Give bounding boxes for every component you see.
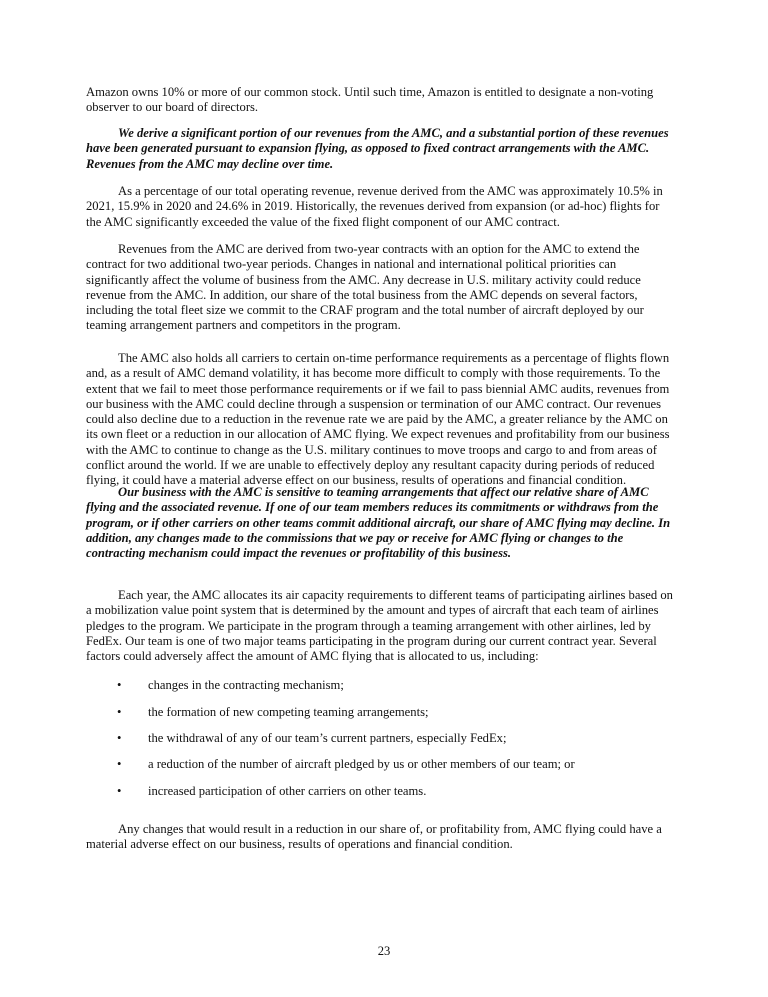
text-line: contract for two additional two-year periods. Changes in national and international political priorities can	[86, 257, 617, 272]
text-line: and, as a result of AMC demand volatility, it has become more difficult to comply with those requirements. To the	[86, 366, 661, 381]
text-line: with the AMC to continue to change as the U.S. military continues to move troops and cargo to and from areas of	[86, 442, 657, 457]
text-line: could also decline due to a reduction in the revenue rate we are paid by the AMC, a greater reliance by the AMC on	[86, 412, 668, 427]
page-number: 23	[377, 944, 391, 958]
text-line: Any changes that would result in a reduction in our share of, or profitability from, AMC flying could have a	[118, 822, 662, 836]
text-line: 2021, 15.9% in 2020 and 24.6% in 2019. Historically, the revenues derived from expansion (or ad-hoc) flights for	[86, 199, 660, 214]
text-line: As a percentage of our total operating revenue, revenue derived from the AMC was approximately 10.5% in	[118, 184, 663, 198]
body-paragraph	[86, 242, 706, 334]
bullet-text: increased participation of other carriers on other teams.	[148, 784, 427, 798]
text-line: Revenues from the AMC are derived from two-year contracts with an option for the AMC to extend the	[118, 242, 640, 256]
text-line: addition, any changes made to the commissions that we pay or receive for AMC flying or changes to the	[86, 530, 624, 545]
bullet-icon: •	[117, 731, 122, 745]
text-line: material adverse effect on our business, results of operations and financial condition.	[86, 837, 513, 852]
body-paragraph	[86, 822, 706, 853]
bullet-text: a reduction of the number of aircraft pledged by us or other members of our team; or	[148, 757, 575, 771]
text-line: Each year, the AMC allocates its air capacity requirements to different teams of participating airlines based on	[118, 588, 673, 602]
text-line: flying and the associated revenue. If one of our team members reduces its commitments or withdraws from the	[86, 500, 659, 515]
body-paragraph	[86, 351, 706, 489]
risk-factor-heading	[86, 485, 706, 561]
body-paragraph	[86, 588, 706, 664]
text-line: extent that we fail to meet those performance requirements or if we fail to pass biennial AMC audits, revenues from	[86, 381, 670, 396]
text-line: our business with the AMC could decline through a suspension or termination of our AMC contract. Our revenues	[86, 396, 662, 411]
text-line: significantly affect the volume of business from the AMC. Any decrease in U.S. military activity could reduce	[86, 272, 641, 287]
text-line: factors could adversely affect the amount of AMC flying that is allocated to us, including:	[86, 649, 539, 664]
body-paragraph	[86, 85, 706, 116]
risk-factor-heading	[86, 126, 706, 172]
bullet-text: the formation of new competing teaming arrangements;	[148, 705, 429, 719]
text-line: a mobilization value point system that is determined by the amount and types of aircraft that each team of airlines	[86, 603, 659, 618]
bullet-text: the withdrawal of any of our team’s current partners, especially FedEx;	[148, 731, 507, 745]
text-line: conflict around the world. If we are unable to effectively deploy any resultant capacity during periods of reduced	[86, 458, 655, 473]
text-line: Our business with the AMC is sensitive to teaming arrangements that affect our relative share of AMC	[118, 485, 649, 499]
bullet-icon: •	[117, 678, 122, 692]
bullet-icon: •	[117, 784, 122, 798]
text-line: FedEx. Our team is one of two major teams participating in the program during our current contract year. Several	[86, 633, 657, 648]
bullet-icon: •	[117, 705, 122, 719]
text-line: the AMC significantly exceeded the value of the fixed flight component of our AMC contract.	[86, 214, 560, 229]
text-line: Amazon owns 10% or more of our common stock. Until such time, Amazon is entitled to designate a non-voting	[86, 85, 654, 99]
text-line: We derive a significant portion of our revenues from the AMC, and a substantial portion of these revenues	[118, 126, 669, 140]
text-line: pledges to the program. We participate in the program through a teaming arrangement with other airlines, led by	[86, 618, 651, 633]
text-line: including the total fleet size we commit to the CRAF program and the total number of aircraft deployed by our	[86, 303, 644, 318]
text-line: contracting mechanism could impact the revenues or profitability of this business.	[86, 546, 512, 561]
text-line: teaming arrangement partners and competitors in the program.	[86, 318, 401, 333]
text-line: The AMC also holds all carriers to certain on-time performance requirements as a percentage of flights flown	[118, 351, 670, 365]
text-line: its own fleet or a reduction in our allocation of AMC flying. We expect revenues and profitability from our business	[86, 427, 670, 442]
body-paragraph	[86, 184, 706, 230]
text-line: observer to our board of directors.	[86, 100, 259, 115]
text-line: Revenues from the AMC may decline over time.	[86, 156, 334, 171]
bullet-icon: •	[117, 757, 122, 771]
text-line: program, or if other carriers on other teams commit additional aircraft, our share of AMC flying may decline. In	[86, 515, 671, 530]
bullet-text: changes in the contracting mechanism;	[148, 678, 344, 692]
text-line: flying, it could have a material adverse effect on our business, results of operations and financial condition.	[86, 473, 627, 488]
text-line: have been generated pursuant to expansion flying, as opposed to fixed contract arrangements with the AMC.	[86, 141, 650, 156]
text-line: revenue from the AMC. In addition, our share of the total business from the AMC depends on several factors,	[86, 287, 638, 302]
